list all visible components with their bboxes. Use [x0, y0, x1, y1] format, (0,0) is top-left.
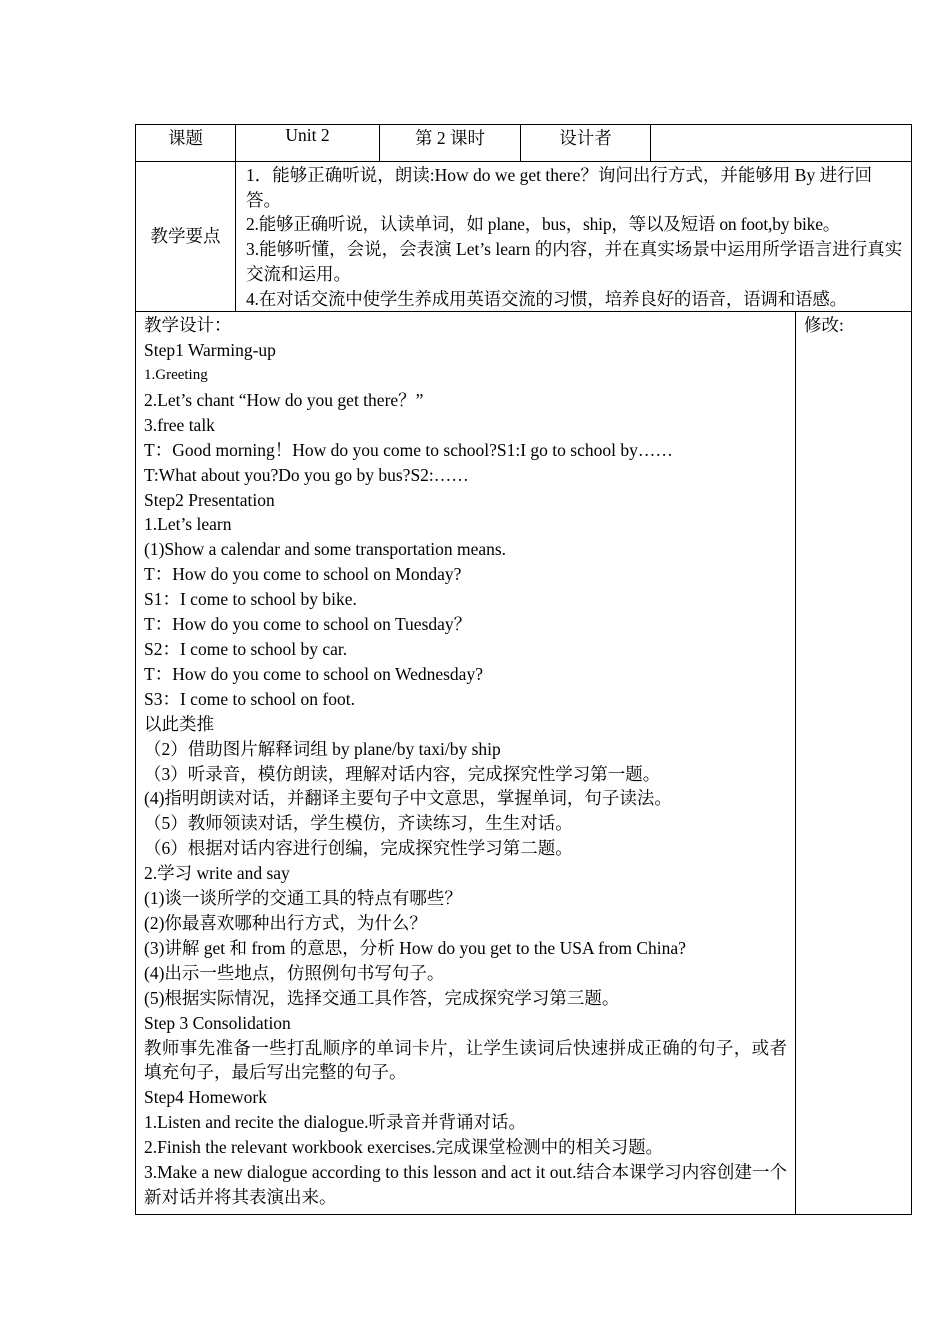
design-line: (4)指明朗读对话，并翻译主要句子中文意思，掌握单词，句子读法。	[144, 788, 672, 809]
design-line: （3）听录音，模仿朗读，理解对话内容，完成探究性学习第一题。	[144, 763, 661, 784]
design-line: 1.Greeting	[144, 367, 208, 384]
design-line: （6）根据对话内容进行创编，完成探究性学习第二题。	[144, 838, 573, 859]
design-line: T：How do you come to school on Monday?	[144, 564, 462, 585]
key-point-3: 3.能够听懂，会说，会表演 Let’s learn 的内容，并在真实场景中运用所学语言进行真实交流和运用。	[246, 239, 903, 284]
design-line: (3)讲解 get 和 from 的意思，分析 How do you get to the USA from China?	[144, 937, 686, 958]
design-line: 3.free talk	[144, 414, 215, 435]
design-line: S2：I come to school by car.	[144, 639, 348, 659]
design-line: 2.Finish the relevant workbook exercises.完成课堂检测中的相关习题。	[144, 1137, 664, 1158]
design-row	[136, 312, 912, 1215]
design-line: (5)根据实际情况，选择交通工具作答，完成探究学习第三题。	[144, 987, 620, 1008]
design-line: （5）教师领读对话，学生模仿，齐读练习，生生对话。	[144, 813, 573, 834]
design-line: 3.Make a new dialogue according to this lesson and act it out.结合本课学习内容创建一个新对话并将其表演出来。	[144, 1162, 787, 1207]
key-points-label-cell	[136, 162, 236, 312]
design-line: Step1 Warming-up	[144, 340, 276, 361]
design-line: S1：I come to school by bike.	[144, 589, 357, 610]
teaching-design-cell	[136, 312, 796, 1215]
key-points-label: 教学要点	[150, 225, 221, 246]
design-line: Step 3 Consolidation	[144, 1012, 291, 1033]
design-line	[144, 388, 787, 413]
lesson-plan-table	[135, 124, 912, 1215]
header-row	[136, 125, 912, 162]
designer-label: 设计者	[521, 125, 651, 162]
designer-value	[651, 125, 912, 162]
design-line: 教师事先准备一些打乱顺序的单词卡片，让学生读词后快速拼成正确的句子，或者填充句子，最后写出完整的句子。	[144, 1037, 787, 1083]
design-line: 1.Let’s learn	[144, 514, 232, 535]
key-point-2: 2.能够正确听说，认读单词，如 plane，bus，ship，等以及短语 on foot,by bike。	[246, 214, 841, 235]
design-line: 教学设计：	[144, 315, 232, 336]
topic-value: Unit 2	[236, 125, 380, 162]
design-line: Step2 Presentation	[144, 489, 275, 510]
design-line: (1)Show a calendar and some transportation means.	[144, 539, 507, 560]
design-line: （2）借助图片解释词组 by plane/by taxi/by ship	[144, 738, 501, 759]
revise-label: 修改:	[804, 315, 844, 336]
key-points-row	[136, 162, 912, 312]
key-point-1: 1．能够正确听说，朗读:How do we get there？询问出行方式，并能够用 By 进行回答。	[246, 165, 873, 210]
topic-label: 课题	[136, 125, 236, 162]
design-line: 1.Listen and recite the dialogue.听录音并背诵对话。	[144, 1112, 527, 1133]
design-line: (2)你最喜欢哪种出行方式，为什么？	[144, 912, 427, 933]
design-line: T：Good morning！How do you come to school?S1:I go to school by……	[144, 439, 673, 460]
design-line: S3：I come to school on foot.	[144, 688, 355, 709]
design-line: T:What about you?Do you go by bus?S2:……	[144, 464, 469, 485]
design-line: T：How do you come to school on Wednesday?	[144, 663, 483, 684]
design-line: (1)谈一谈所学的交通工具的特点有哪些？	[144, 888, 462, 909]
design-line: 以此类推	[144, 713, 214, 734]
lesson-number: 第 2 课时	[380, 125, 521, 162]
design-line: Step4 Homework	[144, 1087, 267, 1108]
design-line: 2.学习 write and say	[144, 863, 290, 884]
design-line: T：How do you come to school on Tuesday？	[144, 614, 472, 635]
revise-cell	[796, 312, 912, 1215]
design-line: (4)出示一些地点，仿照例句书写句子。	[144, 962, 445, 983]
key-points-cell	[236, 162, 912, 312]
design-line: 2.Let’s chant “How do you get there？”	[144, 389, 424, 410]
key-point-4: 4.在对话交流中使学生养成用英语交流的习惯，培养良好的语音，语调和语感。	[246, 288, 847, 309]
